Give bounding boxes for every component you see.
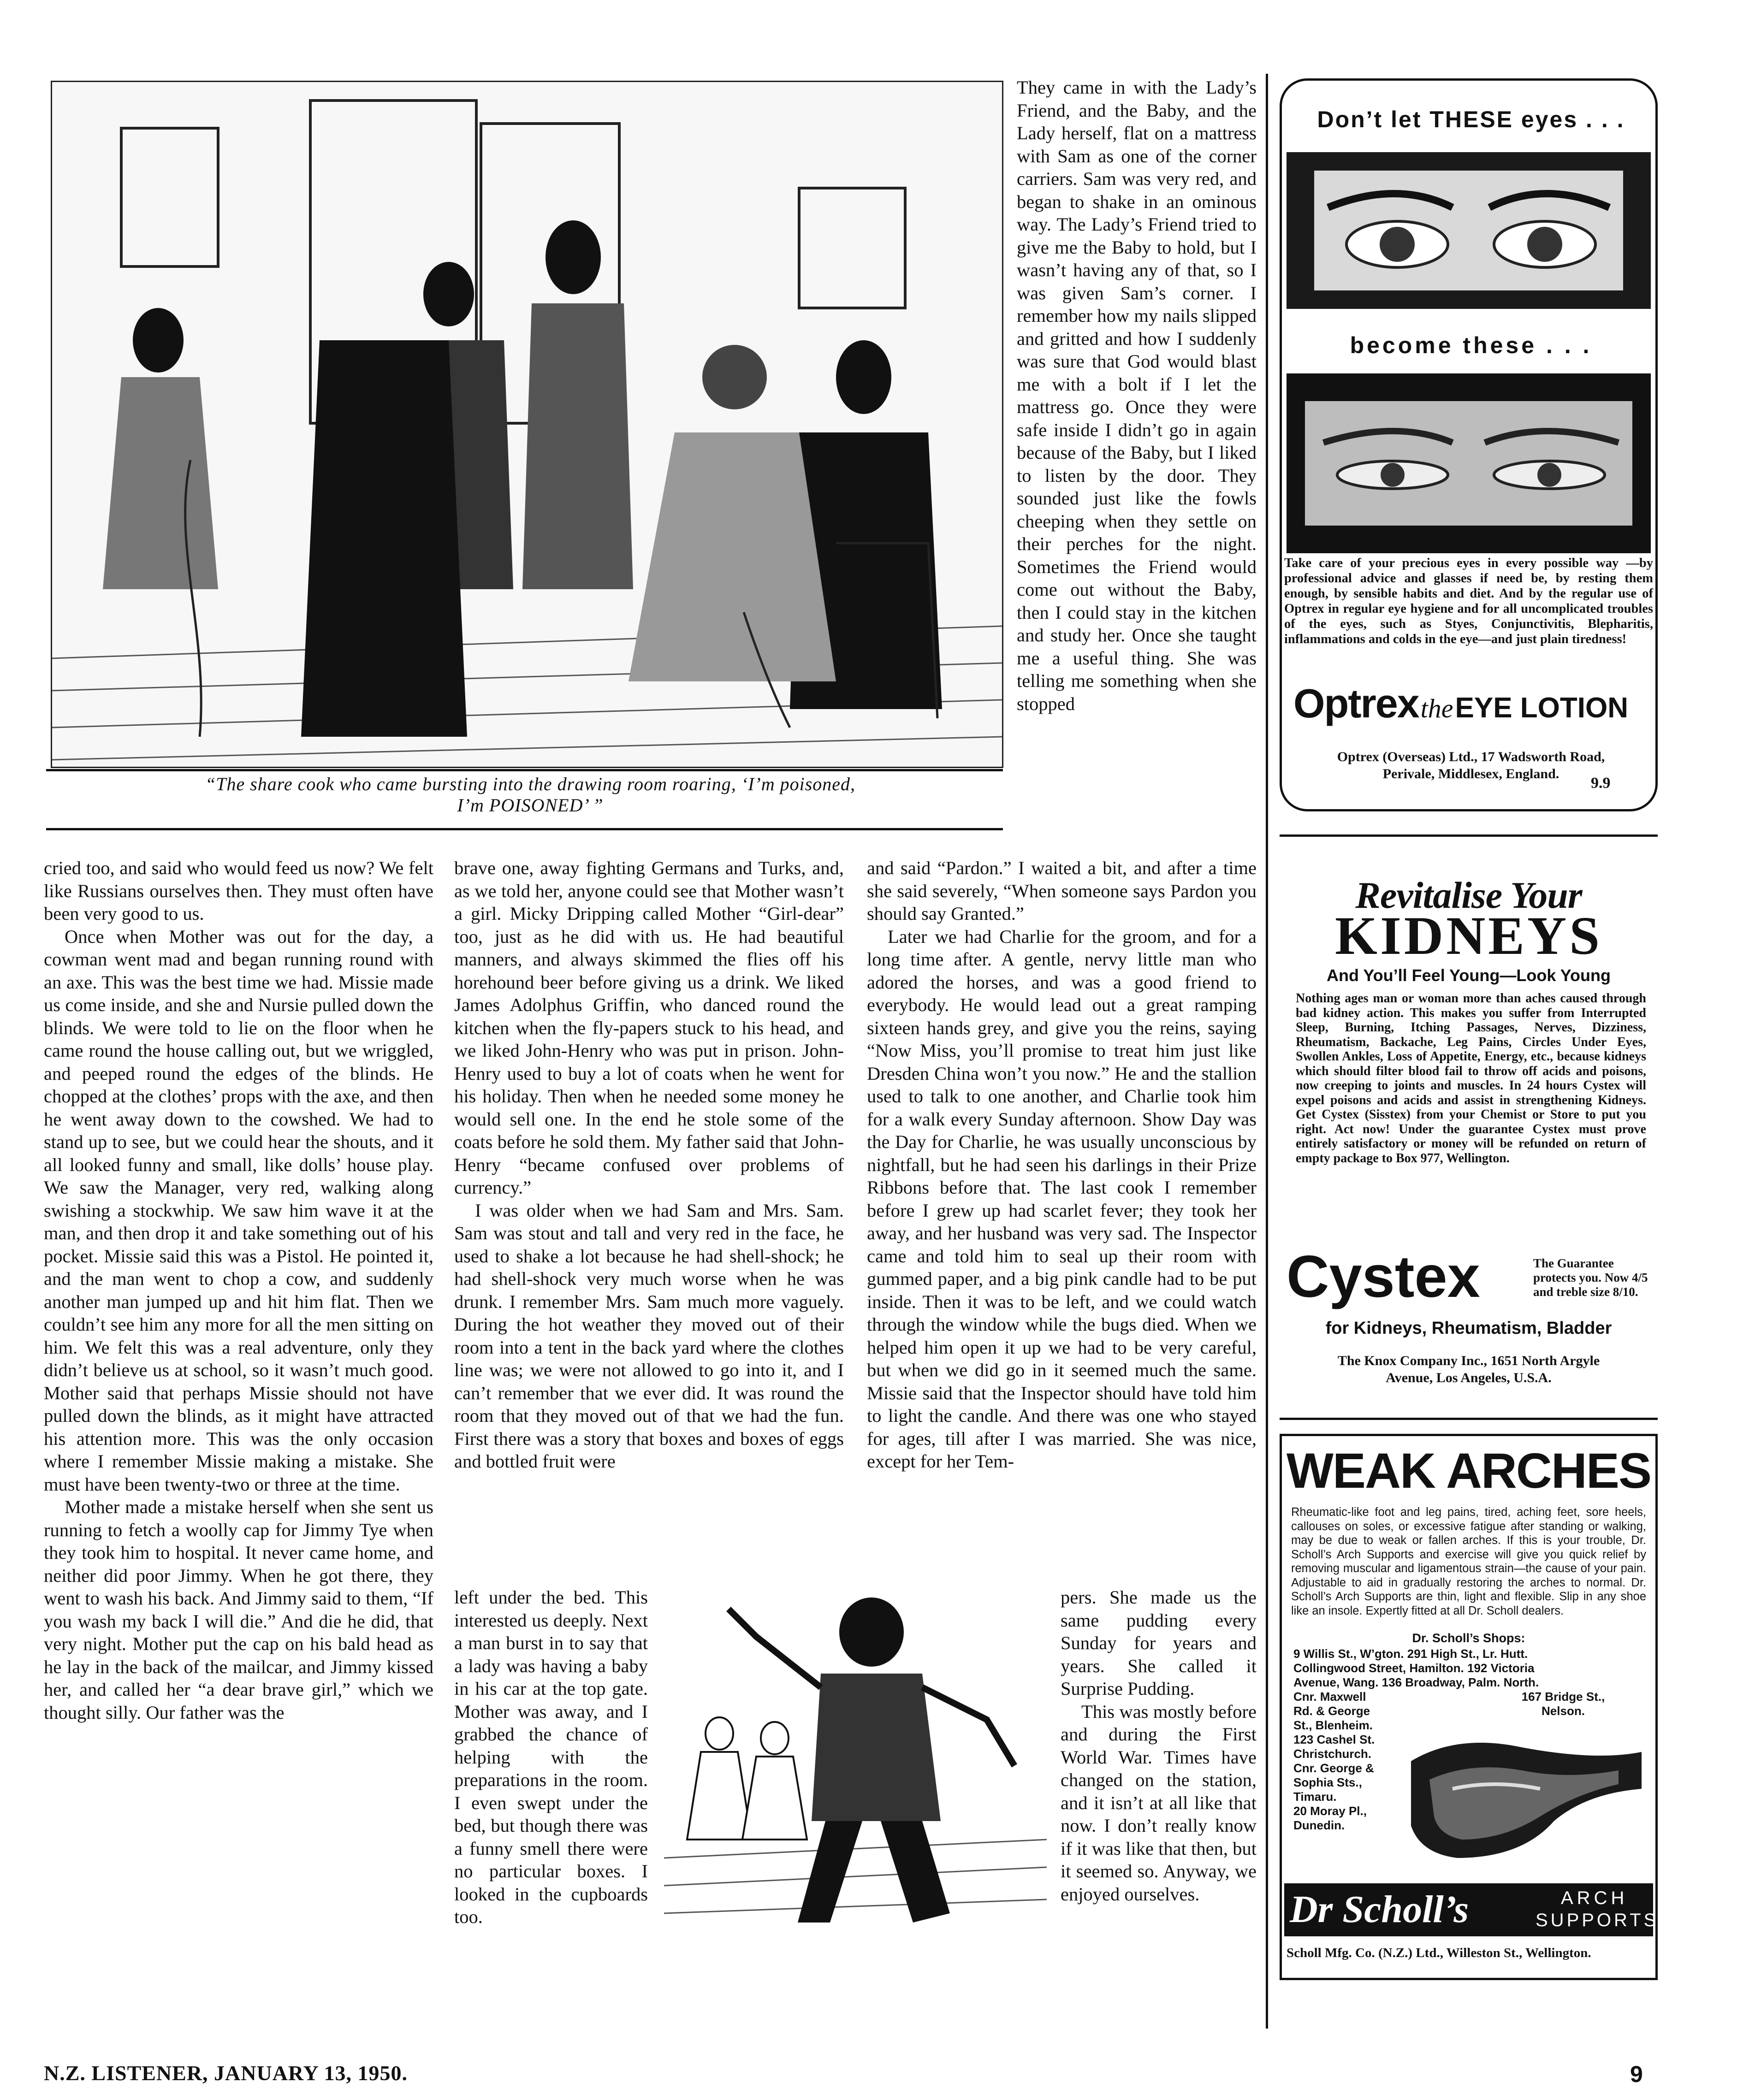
optrex-headline-1: Don’t let THESE eyes . . .: [1317, 106, 1625, 132]
page-number: 9: [1630, 2061, 1643, 2087]
scholl-shop-line: Collingwood Street, Hamilton. 192 Victoria: [1293, 1661, 1535, 1675]
article-paragraph: They came in with the Lady’s Friend, and the Baby, and the Lady herself, flat on a mattress with Sam as one of the corner carriers. Sam was very red, and began to shake in an ominous way. The Lady’s Friend tried to give me the Baby to hold, but I wasn’t having any of that, so I was given Sam’s corner. I remember how my nails slipped and gritted and how I suddenly was sure that God would blast me with a bolt if I let the mattress go. Once they were safe inside I didn’t go in again because of the Baby, but I liked to listen by the door. They sounded just like the fowls cheeping when they settle on their perches for the night. Sometimes the Friend would come out without the Baby, then I could stay in the kitchen and study her. Once she taught me a useful thing. She was telling me something when she stopped: [1017, 77, 1257, 714]
optrex-brand-tail: EYE LOTION: [1455, 692, 1628, 724]
caption-line-2: I’m POISONED’ ”: [457, 795, 604, 816]
cystex-body-text: Nothing ages man or woman more than aches caused through bad kidney action. This makes you suffer from Interrupted Sleep, Burning, Itching Passages, Nerves, Dizziness, Rheumatism, Backache, Leg Pains, Circles Under Eyes, Swollen Ankles, Loss of Appetite, Energy, etc., because kidneys which should filter blood fail to throw off acids and poisons, now creeping to joints and muscles. In 24 hours Cystex will expel poisons and acids and assist in strengthening Kidneys. Get Cystex (Sisstex) from your Chemist or Store to put you right. Act now! Under the guarantee Cystex must prove entirely satisfactory or money will be refunded on return of empty package to Box 977, Wellington.: [1296, 991, 1646, 1165]
article-paragraph: I was older when we had Sam and Mrs. Sam. Sam was stout and tall and very red in the face, he used to shake a lot because he had shell-shock; he had shell-shock very much worse when he was drunk. I remember Mrs. Sam much more vaguely. During the hot weather they moved out of their room into a tent in the back yard where the clothes line was; we were not allowed to go into it, and I can’t remember that we ever did. It was round the room that they moved out of that we had the fun. First there was a story that boxes and boxes of eggs and bottled fruit were: [454, 1200, 844, 1472]
article-column-2-bottom: [454, 1586, 648, 1928]
cystex-headline-2: KIDNEYS: [1335, 905, 1602, 966]
scholl-headline: WEAK ARCHES: [1286, 1443, 1651, 1498]
wide-eyes-image: [1287, 152, 1651, 309]
optrex-brand-line: [1293, 680, 1653, 727]
cystex-sub-line: for Kidneys, Rheumatism, Bladder: [1325, 1319, 1612, 1338]
article-paragraph: Once when Mother was out for the day, a cowman went mad and began running round with an axe. This was the best time we had. Missie made us come inside, and she and Nursie pulled down the blinds. We were told to lie on the floor when he came round the house calling out, but we wriggled, and peeped round the edges of the blinds. He chopped at the clothes’ props with the axe, and then he went away down to the cowshed. We had to stand up to see, but we could hear the shouts, and it all looked funny and small, like dolls’ house play. We saw the Manager, very red, walking along swishing a stockwhip. We saw him wave it at the man, and then drop it and take something out of his pocket. Missie said this was a Pistol. He pointed it, and the man went to chop a cow, and suddenly another man jumped up and hit him flat. Then we couldn’t see him any more for all the men sitting on him. We felt this was a real adventure, only they didn’t believe us at school, so it wasn’t much good. Mother said that perhaps Missie should not have pulled down the blinds, as it might have attracted his attention more. This was the only occasion where I remember Missie making a mistake. She must have been twenty-two or three at the time.: [44, 926, 433, 1495]
caption-top-rule: [46, 769, 1003, 771]
ad-separator-1: [1280, 834, 1658, 837]
illustration-sketch: [52, 82, 1002, 767]
drawing-room-illustration: [51, 81, 1003, 768]
article-column-3: [867, 857, 1257, 1473]
scholl-body-text: Rheumatic-like foot and leg pains, tired, aching feet, sore heels, callouses on soles, or excessive fatigue after standing or walking, may be due to weak or fallen arches. If this is your trouble, Dr. Scholl’s Arch Supports and exercise will give you quick relief by removing muscular and ligamentous strain—the cause of your pain. Adjustable to aid in gradually restoring the arches to normal. Dr. Scholl’s Arch Supports are thin, light and flexible. Slip in any shoe like an insole. Expertly fitted at all Dr. Scholl dealers.: [1291, 1506, 1646, 1617]
publication-footer: N.Z. LISTENER, JANUARY 13, 1950.: [44, 2061, 408, 2085]
article-paragraph: Later we had Charlie for the groom, and for a long time after. A gentle, nervy little man who adored the horses, and was a good friend to everybody. He would lead out a great ramping sixteen hands grey, and give you the reins, saying “Now Miss, you’ll promise to treat him just like Dresden China won’t you now.” He and the stallion used to talk to one another, and Charlie took him for a walk every Sunday afternoon. Show Day was the Day for Charlie, he was usually unconscious by nightfall, but he had seen his darlings in their Prize Ribbons before that. The last cook I remember before I grew up had scarlet fever; they took her away, and her husband was very sad. The Inspector came and told him to seal up their room with gummed paper, and a big pink candle had to be put inside. Then it was to be left, and we could watch through the window while the bugs died. When we helped him open it up we had to be very careful, but when we did go in it seemed much the same. Missie said that the Inspector should have told him to light the candle. And there was one who stayed for ages, till after I was married. She was nice, except for her Tem-: [867, 926, 1257, 1472]
optrex-body-text: Take care of your precious eyes in every possible way —by professional advice and glasses if need be, by resting them enough, by sensible habits and diet. And by the regular use of Optrex in regular eye hygiene and for all uncomplicated troubles of the eyes, such as Styes, Conjunctivitis, Blepharitis, inflammations and colds in the eye—and just plain tiredness!: [1284, 556, 1653, 646]
optrex-headline-2: become these . . .: [1350, 332, 1592, 358]
tired-eyes-image: [1287, 373, 1651, 553]
article-paragraph: brave one, away fighting Germans and Turks, and, as we told her, anyone could see that Mother wasn’t a girl. Micky Dripping called Mother “Girl-dear” too, just as he did with us. He had beautiful manners, and always skimmed the flies off his horehound beer before giving us a drink. We liked James Adolphus Griffin, who danced round the kitchen when the fly-papers stuck to his head, and we liked John-Henry who was put in prison. John-Henry used to buy a lot of coats when he went for his holiday. Then when he needed some money he would sell one. In the end he stole some of the coats before he sold them. My father said that John-Henry “became confused over problems of currency.”: [454, 858, 844, 1198]
scholl-shop-line: Nelson.: [1542, 1704, 1585, 1718]
dancing-figure-sketch: [664, 1581, 1047, 1936]
cystex-address-line-2: Avenue, Los Angeles, U.S.A.: [1386, 1370, 1552, 1385]
article-column-2: [454, 857, 844, 1473]
scholl-shop-line: 20 Moray Pl.,: [1293, 1804, 1367, 1818]
optrex-address-line-2: Perivale, Middlesex, England.: [1382, 766, 1559, 781]
cystex-address-line-1: The Knox Company Inc., 1651 North Argyle: [1337, 1353, 1600, 1368]
scholl-shop-line: Avenue, Wang. 136 Broadway, Palm. North.: [1293, 1675, 1539, 1689]
optrex-ad-code: 9.9: [1591, 775, 1611, 792]
caption-line-1: “The share cook who came bursting into the drawing room roaring, ‘I’m poisoned,: [205, 774, 856, 794]
scholl-shop-line: Christchurch.: [1293, 1747, 1372, 1761]
ad-column-divider: [1266, 74, 1268, 2029]
optrex-address-line-1: Optrex (Overseas) Ltd., 17 Wadsworth Road,: [1337, 749, 1605, 764]
article-column-3-bottom: [1061, 1586, 1257, 1905]
article-paragraph: This was mostly before and during the First World War. Times have changed on the station, and it isn’t at all like that now. I don’t really know if it was like that then, but it seemed so. Anyway, we enjoyed ourselves.: [1061, 1701, 1257, 1905]
scholl-shop-line: 9 Willis St., W’gton. 291 High St., Lr. Hutt.: [1293, 1647, 1528, 1661]
arch-support-icon: [1402, 1720, 1651, 1872]
article-paragraph: Mother made a mistake herself when she sent us running to fetch a woolly cap for Jimmy Tye when they took him to hospital. It never came home, and neither did poor Jimmy. When he got there, they went to wash his back. And Jimmy said to them, “If you wash my back I will die.” And die he did, that very night. Mother put the cap on his bald head as he lay in the back of the mailcar, and Jimmy kissed her, and called her “a dear brave girl,” which we thought silly. Our father was the: [44, 1497, 433, 1723]
article-column-1: [44, 857, 433, 1724]
cystex-guarantee: The Guarantee protects you. Now 4/5 and treble size 8/10.: [1533, 1256, 1648, 1299]
article-paragraph: cried too, and said who would feed us now? We felt like Russians ourselves then. They must often have been very good to us.: [44, 858, 433, 924]
article-paragraph: and said “Pardon.” I waited a bit, and after a time she said severely, “When someone says Pardon you should say Granted.”: [867, 858, 1257, 924]
caption-bottom-rule: [46, 828, 1003, 830]
scholl-shop-line: Dunedin.: [1293, 1818, 1345, 1832]
scholl-arch-support-image: [1402, 1720, 1651, 1872]
scholl-shops-full: [1293, 1647, 1648, 1690]
scholl-shop-line: Cnr. George &: [1293, 1761, 1374, 1775]
scholl-brand: Dr Scholl’s: [1290, 1888, 1469, 1931]
scholl-footer: Scholl Mfg. Co. (N.Z.) Ltd., Willeston St., Wellington.: [1287, 1946, 1591, 1960]
scholl-brand-banner: [1284, 1883, 1659, 1936]
optrex-brand: Optrex: [1293, 680, 1419, 726]
article-paragraph: left under the bed. This interested us deeply. Next a man burst in to say that a lady was having a baby in his car at the top gate. Mother was away, and I grabbed the chance of helping with the preparations in the room. I even swept under the bed, but though there was a funny smell there were no particular boxes. I looked in the cupboards too.: [454, 1587, 648, 1927]
ad-separator-2: [1280, 1418, 1658, 1420]
illustration-caption: [83, 774, 978, 816]
scholl-shops-right: [1489, 1690, 1637, 1718]
dancing-man-illustration: [664, 1581, 1047, 1936]
scholl-shop-line: Sophia Sts.,: [1293, 1775, 1362, 1789]
scholl-shop-line: Timaru.: [1293, 1790, 1337, 1804]
scholl-shop-line: Cnr. Maxwell: [1293, 1690, 1366, 1704]
optrex-eyes-photo-2: [1287, 373, 1651, 553]
cystex-headline-1: Revitalise Your: [1355, 874, 1582, 916]
cystex-brand: Cystex: [1287, 1244, 1480, 1310]
scholl-shop-line: 167 Bridge St.,: [1521, 1690, 1605, 1704]
article-paragraph: pers. She made us the same pudding every Sunday for years and years. She called it Surprise Pudding.: [1061, 1587, 1257, 1699]
scholl-brand-tail-1: ARCH: [1561, 1888, 1628, 1908]
scholl-shop-line: Rd. & George: [1293, 1704, 1370, 1718]
cystex-tagline: And You’ll Feel Young—Look Young: [1327, 966, 1611, 985]
scholl-shops-left: [1293, 1690, 1395, 1833]
optrex-eyes-photo-1: [1287, 152, 1651, 309]
optrex-brand-the: the: [1420, 693, 1453, 723]
scholl-shop-line: St., Blenheim.: [1293, 1718, 1373, 1732]
scholl-shops-title: Dr. Scholl’s Shops:: [1412, 1631, 1525, 1645]
scholl-brand-tail-2: SUPPORTS: [1536, 1910, 1659, 1930]
scholl-shop-line: 123 Cashel St.: [1293, 1733, 1375, 1746]
article-column-top-right: [1017, 76, 1257, 715]
